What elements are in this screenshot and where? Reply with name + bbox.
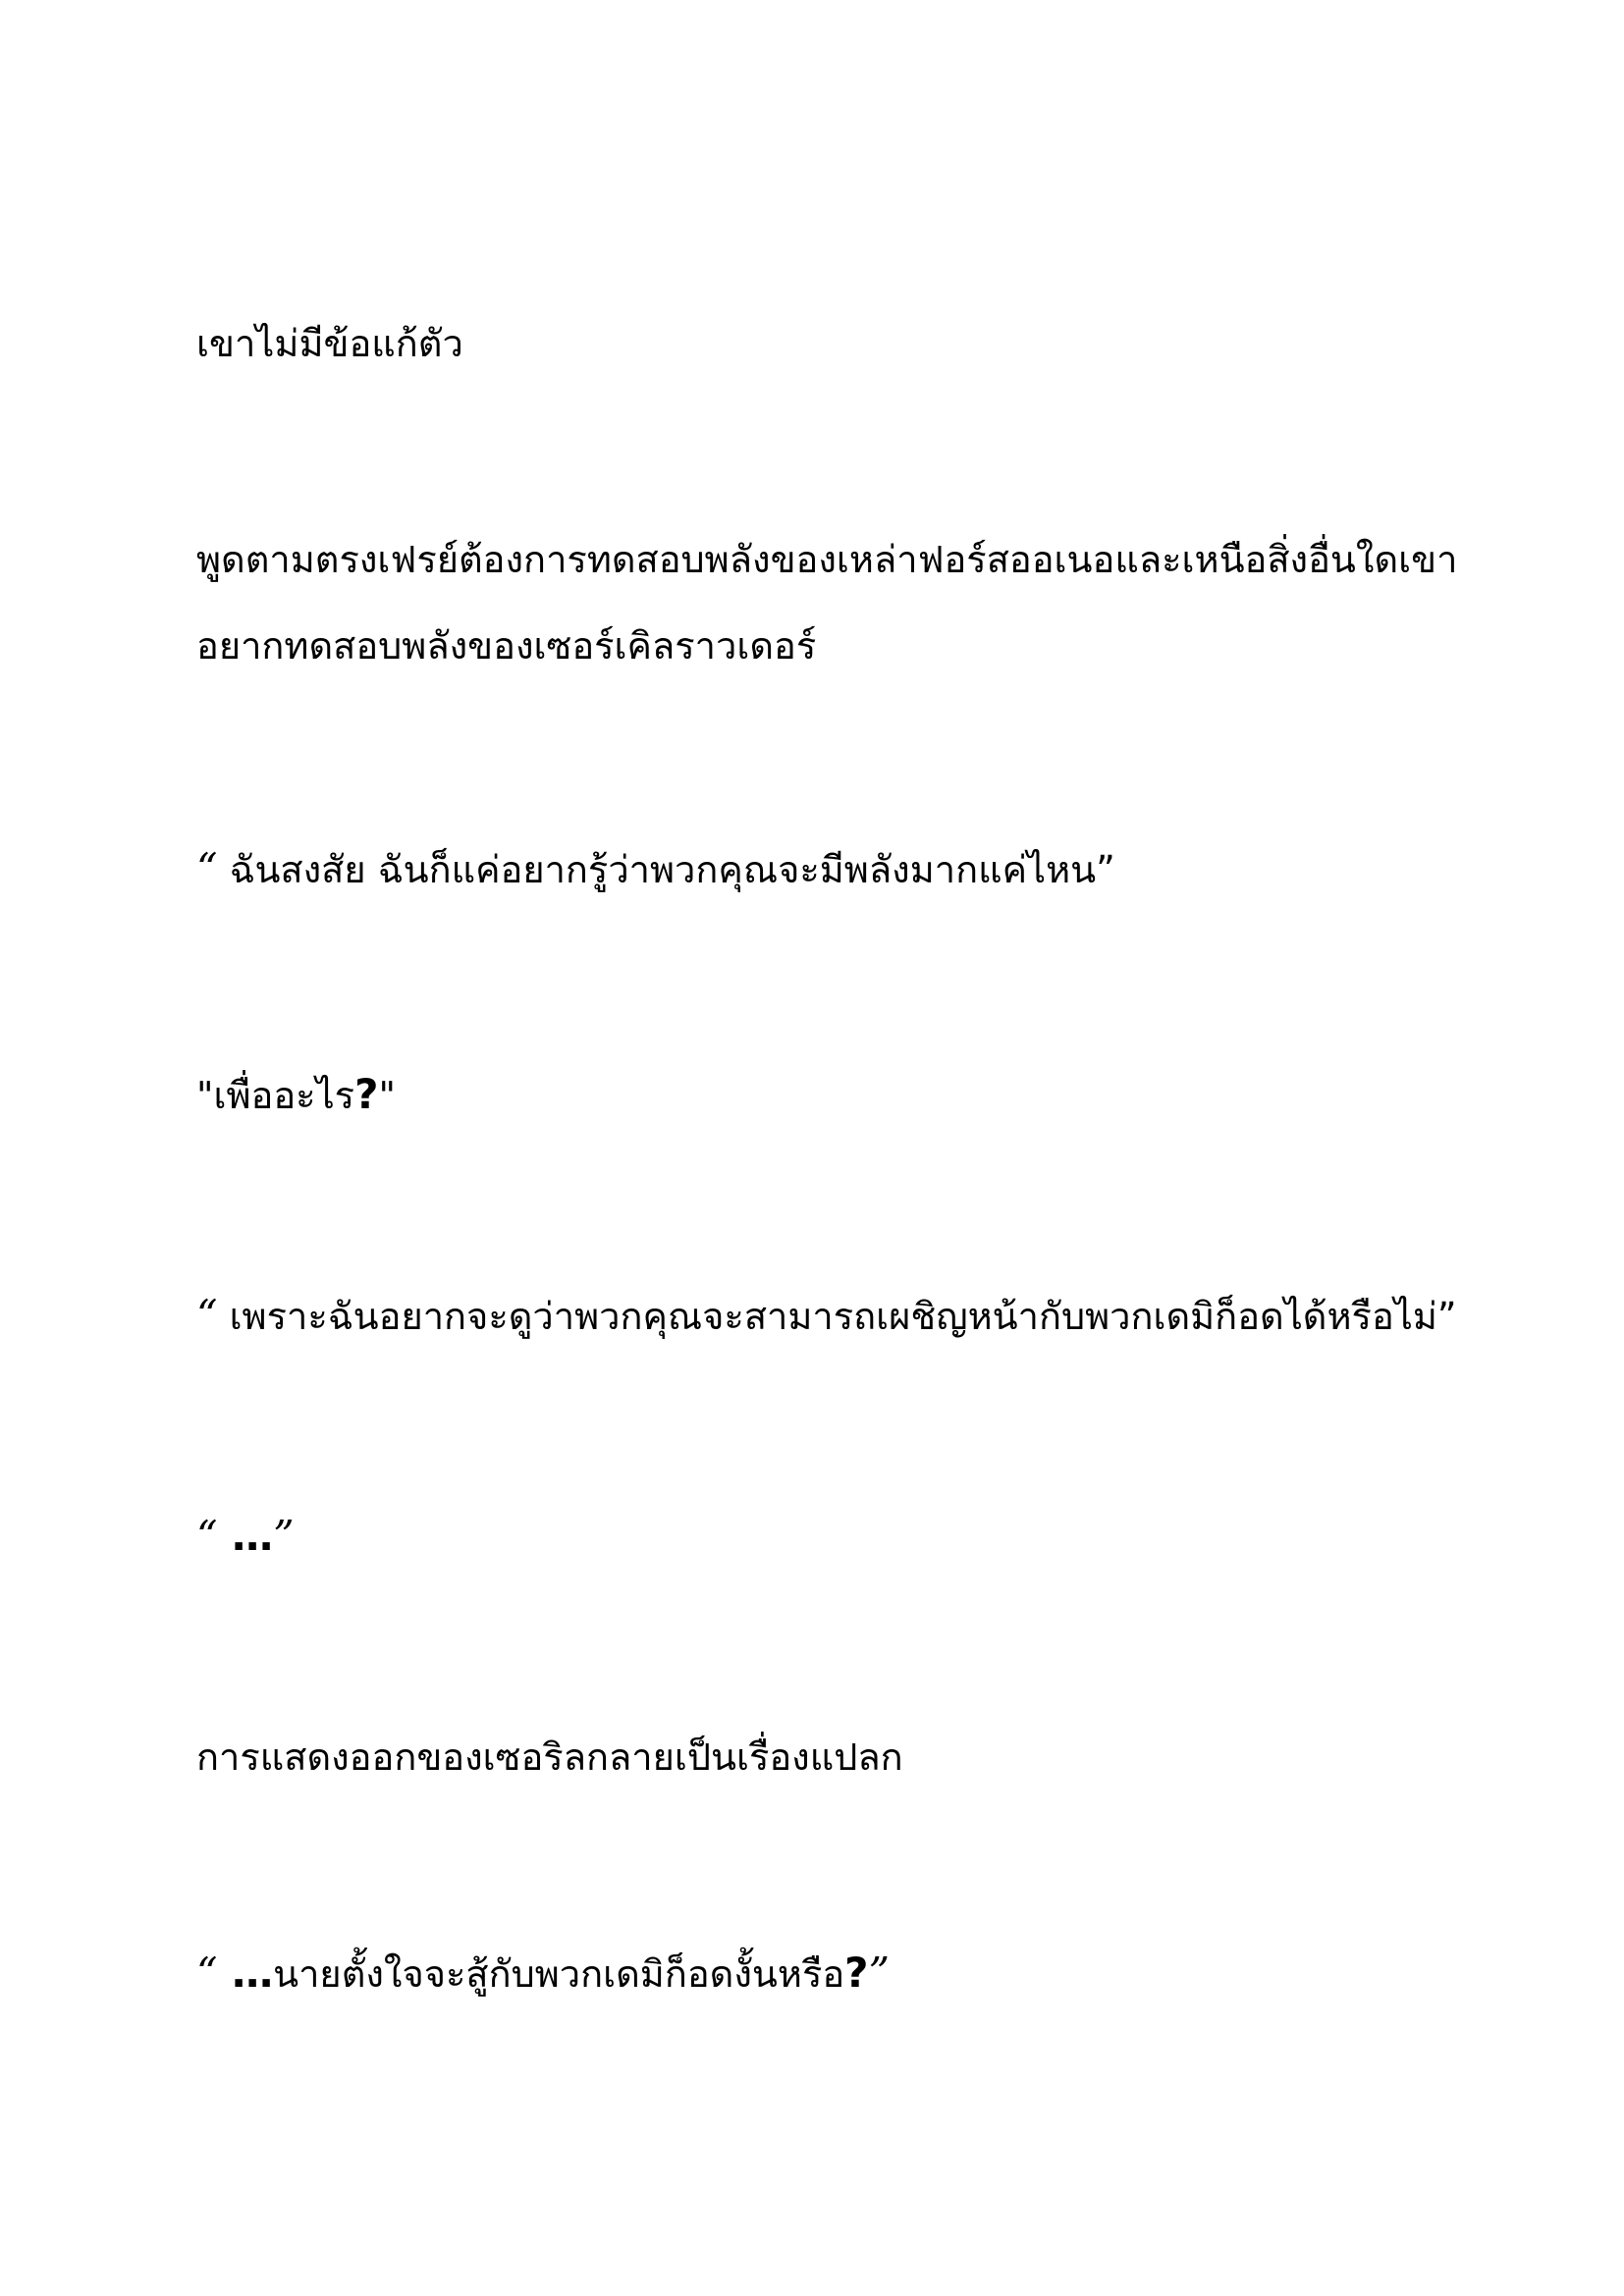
dialogue-text: "เพื่ออะไร (196, 1074, 355, 1117)
paragraph-7 (196, 1728, 903, 1787)
question-mark: ? (844, 1949, 869, 1997)
paragraph-2-line-1 (196, 530, 1457, 589)
close-quote: ” (273, 1512, 295, 1560)
paragraph-text: อยากทดสอบพลังของเซอร์เคิลราวเดอร์ (196, 624, 817, 667)
paragraph-text: พูดตามตรงเฟรย์ต้องการทดสอบพลังของเหล่าฟอร์สออเนอและเหนือสิ่งอื่นใดเขา (196, 538, 1458, 581)
dialogue-4 (196, 1507, 295, 1567)
dialogue-text: เพราะฉันอยากจะดูว่าพวกคุณจะสามารถเผชิญหน้ากับพวกเดมิก็อดได้หรือไม่” (217, 1295, 1457, 1338)
paragraph-text: เขาไม่มีข้อแก้ตัว (196, 322, 463, 365)
ellipsis: … (217, 1949, 274, 1997)
paragraph-text: การแสดงออกของเซอริลกลายเป็นเรื่องแปลก (196, 1735, 903, 1779)
ellipsis: … (217, 1512, 274, 1560)
open-quote: “ (196, 1949, 218, 1997)
question-mark: ? (354, 1070, 379, 1118)
open-quote: “ (196, 1512, 218, 1560)
dialogue-text: ฉันสงสัย ฉันก็แค่อยากรู้ว่าพวกคุณจะมีพลังมากแค่ไหน” (217, 848, 1115, 891)
open-quote: “ (196, 1291, 218, 1339)
dialogue-2 (196, 1065, 396, 1125)
close-quote: " (378, 1074, 396, 1117)
close-quote: ” (868, 1949, 891, 1997)
dialogue-text: นายตั้งใจจะสู้กับพวกเดมิก็อดงั้นหรือ (273, 1952, 845, 1996)
dialogue-3 (196, 1286, 1457, 1346)
paragraph-2-line-2 (196, 616, 816, 675)
dialogue-5 (196, 1944, 890, 2003)
dialogue-1 (196, 839, 1115, 899)
paragraph-1 (196, 314, 463, 373)
open-quote: “ (196, 844, 218, 892)
